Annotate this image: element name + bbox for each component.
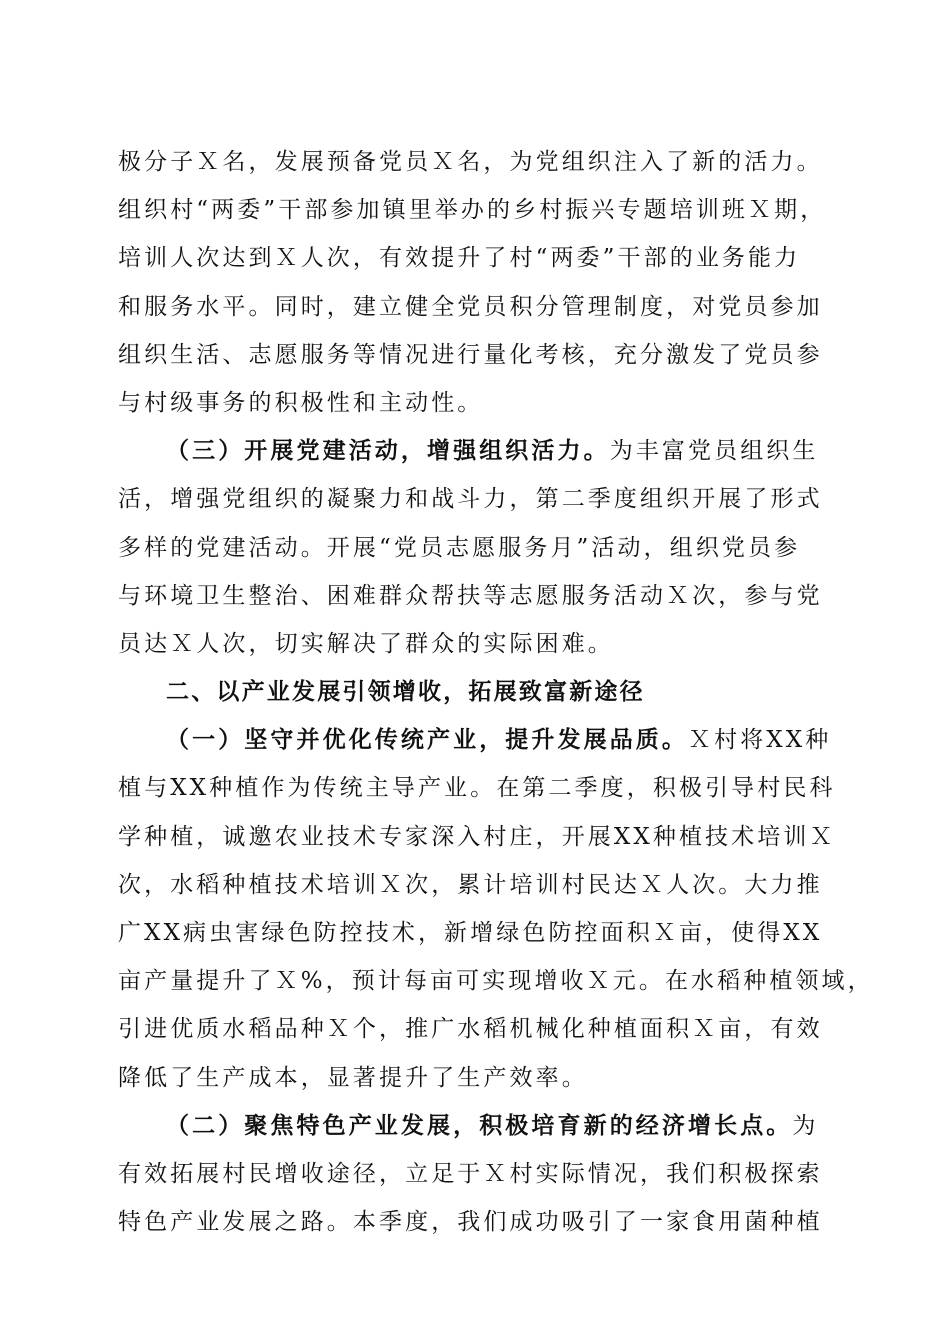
line-text: 组织村“两委”干部参加镇里举办的乡村振兴专题培训班Ｘ期， — [118, 197, 827, 224]
line-text: 亩产量提升了Ｘ%，预计每亩可实现增收Ｘ元。在水稻种植领域， — [118, 968, 874, 995]
line-text: 学种植，诚邀农业技术专家深入村庄，开展XX种植技术培训Ｘ — [118, 823, 836, 850]
paragraph-line-9 — [118, 524, 838, 572]
paragraph-line-8 — [118, 475, 838, 523]
line-text: 与村级事务的积极性和主动性。 — [118, 389, 484, 416]
line-text: 活，增强党组织的凝聚力和战斗力，第二季度组织开展了形式 — [118, 486, 823, 513]
paragraph-line-23 — [118, 1198, 838, 1246]
paragraph-line-18 — [118, 957, 874, 1005]
line-text: 和服务水平。同时，建立健全党员积分管理制度，对党员参加 — [118, 293, 823, 320]
line-text: 员达Ｘ人次，切实解决了群众的实际困难。 — [118, 630, 614, 657]
section-3-first-line — [118, 427, 838, 475]
line-text: 组织生活、志愿服务等情况进行量化考核，充分激发了党员参 — [118, 341, 823, 368]
paragraph-line-6 — [118, 379, 838, 427]
subsection-title: （三）开展党建活动，增强组织活力。 — [166, 437, 610, 465]
line-text: 次，水稻种植技术培训Ｘ次，累计培训村民达Ｘ人次。大力推 — [118, 871, 823, 898]
subsection-title: （一）坚守并优化传统产业，提升发展品质。 — [166, 726, 688, 754]
paragraph-line-11 — [118, 620, 838, 668]
paragraph-line-20 — [118, 1054, 838, 1102]
paragraph-line-1 — [118, 138, 838, 186]
line-text: 有效拓展村民增收途径，立足于Ｘ村实际情况，我们积极探索 — [118, 1160, 823, 1187]
paragraph-line-19 — [118, 1005, 838, 1053]
line-text: 植与XX种植作为传统主导产业。在第二季度，积极引导村民科 — [118, 775, 836, 802]
section-heading-line — [118, 668, 838, 716]
line-text: 为丰富党员组织生 — [609, 438, 819, 465]
paragraph-line-17 — [118, 909, 838, 957]
line-text: 培训人次达到Ｘ人次，有效提升了村“两委”干部的业务能力 — [118, 245, 801, 272]
line-text: 多样的党建活动。开展“党员志愿服务月”活动，组织党员参 — [118, 534, 801, 561]
paragraph-line-10 — [118, 572, 838, 620]
body-text — [118, 138, 874, 1246]
subsection-2-first-line — [118, 1102, 838, 1150]
paragraph-line-15 — [118, 813, 838, 861]
line-text: 降低了生产成本，显著提升了生产效率。 — [118, 1064, 588, 1091]
section-heading: 二、以产业发展引领增收，拓展致富新途径 — [166, 679, 645, 706]
subsection-title: （二）聚焦特色产业发展，积极培育新的经济增长点。 — [166, 1111, 793, 1139]
line-text: 为 — [792, 1112, 819, 1139]
line-text: 特色产业发展之路。本季度，我们成功吸引了一家食用菌种植 — [118, 1209, 823, 1236]
paragraph-line-16 — [118, 861, 838, 909]
line-text: Ｘ村将XX种 — [688, 727, 832, 754]
subsection-1-first-line — [118, 716, 838, 764]
paragraph-line-3 — [118, 234, 838, 282]
line-text: 极分子Ｘ名，发展预备党员Ｘ名，为党组织注入了新的活力。 — [118, 149, 823, 175]
paragraph-line-2 — [118, 186, 838, 234]
paragraph-line-5 — [118, 331, 838, 379]
paragraph-line-14 — [118, 764, 838, 812]
line-text: 与环境卫生整治、困难群众帮扶等志愿服务活动Ｘ次，参与党 — [118, 582, 823, 609]
line-text: 引进优质水稻品种Ｘ个，推广水稻机械化种植面积Ｘ亩，有效 — [118, 1016, 823, 1043]
line-text: 广XX病虫害绿色防控技术，新增绿色防控面积Ｘ亩，使得XX — [118, 920, 823, 946]
paragraph-line-4 — [118, 283, 838, 331]
paragraph-line-22 — [118, 1150, 838, 1198]
